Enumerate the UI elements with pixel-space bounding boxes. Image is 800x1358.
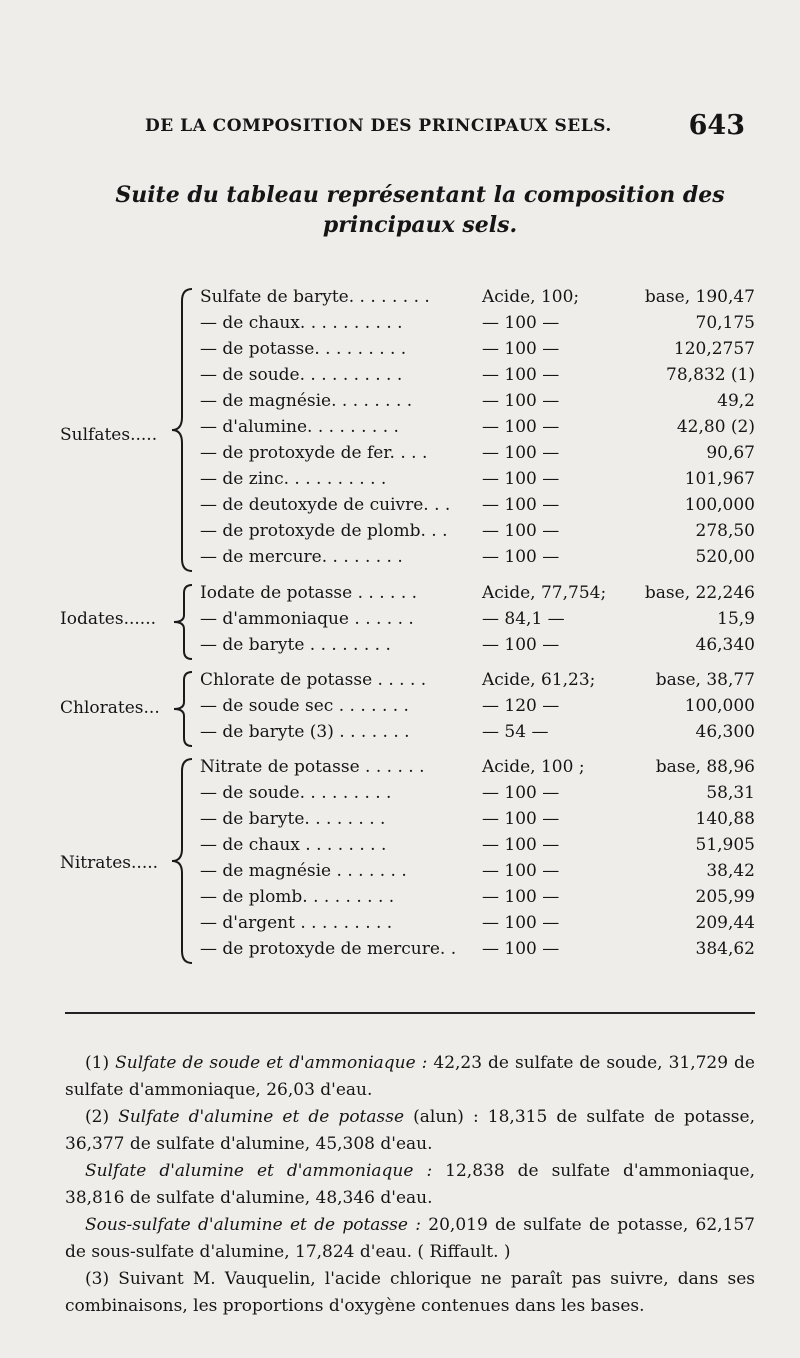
footnote-text: 20,019 de sulfate de potasse, 62,157 de sous-sulfate d'alumine, 17,824 d'eau. ( Riffault. )	[65, 1215, 756, 1262]
table-row	[0, 583, 800, 609]
salt-name: — de zinc. . . . . . . . . .	[200, 469, 387, 489]
salt-name: Iodate de potasse . . . . . .	[200, 583, 418, 603]
base-value: 49,2	[717, 391, 755, 411]
salt-name: — de deutoxyde de cuivre. . .	[200, 495, 451, 515]
acid-value: — 100 —	[482, 521, 560, 541]
footnote-2b	[65, 1158, 755, 1212]
base-value: 520,00	[695, 547, 755, 567]
acid-value: — 100 —	[482, 443, 560, 463]
acid-value: — 100 —	[482, 809, 560, 829]
salt-name: — de magnésie . . . . . . .	[200, 861, 407, 881]
footnote-mark: (1)	[85, 1053, 110, 1073]
footnote-text: 42,23 de sulfate de soude, 31,729 de sulfate d'ammoniaque, 26,03 d'eau.	[65, 1053, 755, 1100]
acid-value: Acide, 100 ;	[482, 757, 585, 777]
acid-value: — 100 —	[482, 887, 560, 907]
table-row	[0, 861, 800, 887]
group-label: Sulfates.....	[60, 425, 158, 445]
salt-name: Chlorate de potasse . . . . .	[200, 670, 427, 690]
acid-value: — 120 —	[482, 696, 560, 716]
base-value: 278,50	[695, 521, 755, 541]
table-row	[0, 696, 800, 722]
table-row	[0, 547, 800, 573]
table-row	[0, 635, 800, 661]
acid-value: — 100 —	[482, 339, 560, 359]
base-value: 120,2757	[673, 339, 755, 359]
base-value: 90,67	[706, 443, 755, 463]
table-row	[0, 469, 800, 495]
footnote-italic: Sulfate d'alumine et d'ammoniaque :	[85, 1161, 433, 1181]
footnote-3	[65, 1266, 755, 1320]
group-label: Iodates......	[60, 609, 157, 629]
acid-value: — 100 —	[482, 635, 560, 655]
salt-name: Nitrate de potasse . . . . . .	[200, 757, 425, 777]
salt-name: — de soude sec . . . . . . .	[200, 696, 409, 716]
salt-name: — de chaux . . . . . . . .	[200, 835, 387, 855]
table-row	[0, 495, 800, 521]
footnote-text: Suivant M. Vauquelin, l'acide chlorique ne paraît pas suivre, dans ses combinaisons, les proportions d'oxygène contenues dans les bases.	[65, 1269, 755, 1316]
table-row	[0, 722, 800, 748]
footnote-2	[65, 1104, 755, 1158]
base-value: 46,300	[695, 722, 755, 742]
footnote-text: (alun) : 18,315 de sulfate de potasse, 36,377 de sulfate d'alumine, 45,308 d'eau.	[65, 1107, 756, 1154]
table-row	[0, 313, 800, 339]
acid-value: Acide, 61,23;	[482, 670, 596, 690]
table-row	[0, 443, 800, 469]
salt-name: — de plomb. . . . . . . . .	[200, 887, 395, 907]
base-value: base, 88,96	[655, 757, 755, 777]
salt-name: — de baryte. . . . . . . .	[200, 809, 386, 829]
page-number: 643	[688, 110, 745, 141]
group-label: Nitrates.....	[60, 853, 159, 873]
base-value: 38,42	[706, 861, 755, 881]
table-row	[0, 521, 800, 547]
running-head	[145, 110, 745, 140]
salt-name: — d'alumine. . . . . . . . .	[200, 417, 399, 437]
table-row	[0, 757, 800, 783]
salt-name: — d'ammoniaque . . . . . .	[200, 609, 414, 629]
salt-name: — de mercure. . . . . . . .	[200, 547, 403, 567]
footnote-italic: Sulfate de soude et d'ammoniaque :	[115, 1053, 428, 1073]
table-row	[0, 783, 800, 809]
acid-value: — 100 —	[482, 391, 560, 411]
table-row	[0, 809, 800, 835]
footnote-italic: Sulfate d'alumine et de potasse	[118, 1107, 405, 1127]
base-value: 46,340	[695, 635, 755, 655]
acid-value: — 100 —	[482, 913, 560, 933]
table-row	[0, 835, 800, 861]
base-value: 78,832 (1)	[666, 365, 755, 385]
acid-value: — 100 —	[482, 495, 560, 515]
base-value: 100,000	[684, 495, 755, 515]
acid-value: — 84,1 —	[482, 609, 565, 629]
table-title: Suite du tableau représentant la composition des principaux sels.	[115, 182, 725, 238]
acid-value: — 100 —	[482, 783, 560, 803]
table-row	[0, 391, 800, 417]
salt-name: Sulfate de baryte. . . . . . . .	[200, 287, 430, 307]
base-value: base, 38,77	[655, 670, 755, 690]
salt-name: — de protoxyde de mercure. .	[200, 939, 457, 959]
table-row	[0, 913, 800, 939]
salt-name: — de soude. . . . . . . . . .	[200, 365, 403, 385]
base-value: 205,99	[695, 887, 755, 907]
salt-name: — de magnésie. . . . . . . .	[200, 391, 413, 411]
acid-value: — 100 —	[482, 417, 560, 437]
acid-value: — 100 —	[482, 835, 560, 855]
salt-name: — d'argent . . . . . . . . .	[200, 913, 393, 933]
salt-name: — de chaux. . . . . . . . . .	[200, 313, 403, 333]
table-row	[0, 609, 800, 635]
acid-value: — 100 —	[482, 365, 560, 385]
base-value: 384,62	[695, 939, 755, 959]
salt-name: — de baryte . . . . . . . .	[200, 635, 391, 655]
footnote-2c	[65, 1212, 755, 1266]
acid-value: — 100 —	[482, 313, 560, 333]
table-row	[0, 670, 800, 696]
footnote-rule	[65, 1012, 755, 1014]
footnote-text: 12,838 de sulfate d'ammoniaque, 38,816 de sulfate d'alumine, 48,346 d'eau.	[65, 1161, 755, 1208]
footnote-1	[65, 1050, 755, 1104]
salt-name: — de protoxyde de fer. . . .	[200, 443, 428, 463]
table-row	[0, 939, 800, 965]
base-value: 70,175	[695, 313, 755, 333]
salt-name: — de potasse. . . . . . . . .	[200, 339, 407, 359]
table-row	[0, 417, 800, 443]
table-row	[0, 339, 800, 365]
base-value: 51,905	[695, 835, 755, 855]
acid-value: — 100 —	[482, 469, 560, 489]
salt-name: — de soude. . . . . . . . .	[200, 783, 392, 803]
acid-value: — 100 —	[482, 861, 560, 881]
base-value: 58,31	[706, 783, 755, 803]
base-value: 42,80 (2)	[676, 417, 755, 437]
acid-value: Acide, 77,754;	[482, 583, 607, 603]
footnote-mark: (2)	[85, 1107, 110, 1127]
group-label: Chlorates...	[60, 698, 160, 718]
table-row	[0, 887, 800, 913]
footnotes	[65, 1050, 755, 1320]
base-value: base, 190,47	[644, 287, 755, 307]
footnote-italic: Sous-sulfate d'alumine et de potasse :	[85, 1215, 421, 1235]
base-value: 100,000	[684, 696, 755, 716]
base-value: 15,9	[717, 609, 755, 629]
base-value: 140,88	[695, 809, 755, 829]
base-value: 209,44	[695, 913, 755, 933]
table-row	[0, 287, 800, 313]
acid-value: — 100 —	[482, 547, 560, 567]
salt-name: — de protoxyde de plomb. . .	[200, 521, 448, 541]
footnote-mark: (3)	[85, 1269, 110, 1289]
base-value: 101,967	[684, 469, 755, 489]
acid-value: Acide, 100;	[482, 287, 580, 307]
acid-value: — 54 —	[482, 722, 549, 742]
table-row	[0, 365, 800, 391]
salt-name: — de baryte (3) . . . . . . .	[200, 722, 410, 742]
running-title: DE LA COMPOSITION DES PRINCIPAUX SELS.	[145, 116, 612, 136]
acid-value: — 100 —	[482, 939, 560, 959]
base-value: base, 22,246	[644, 583, 755, 603]
